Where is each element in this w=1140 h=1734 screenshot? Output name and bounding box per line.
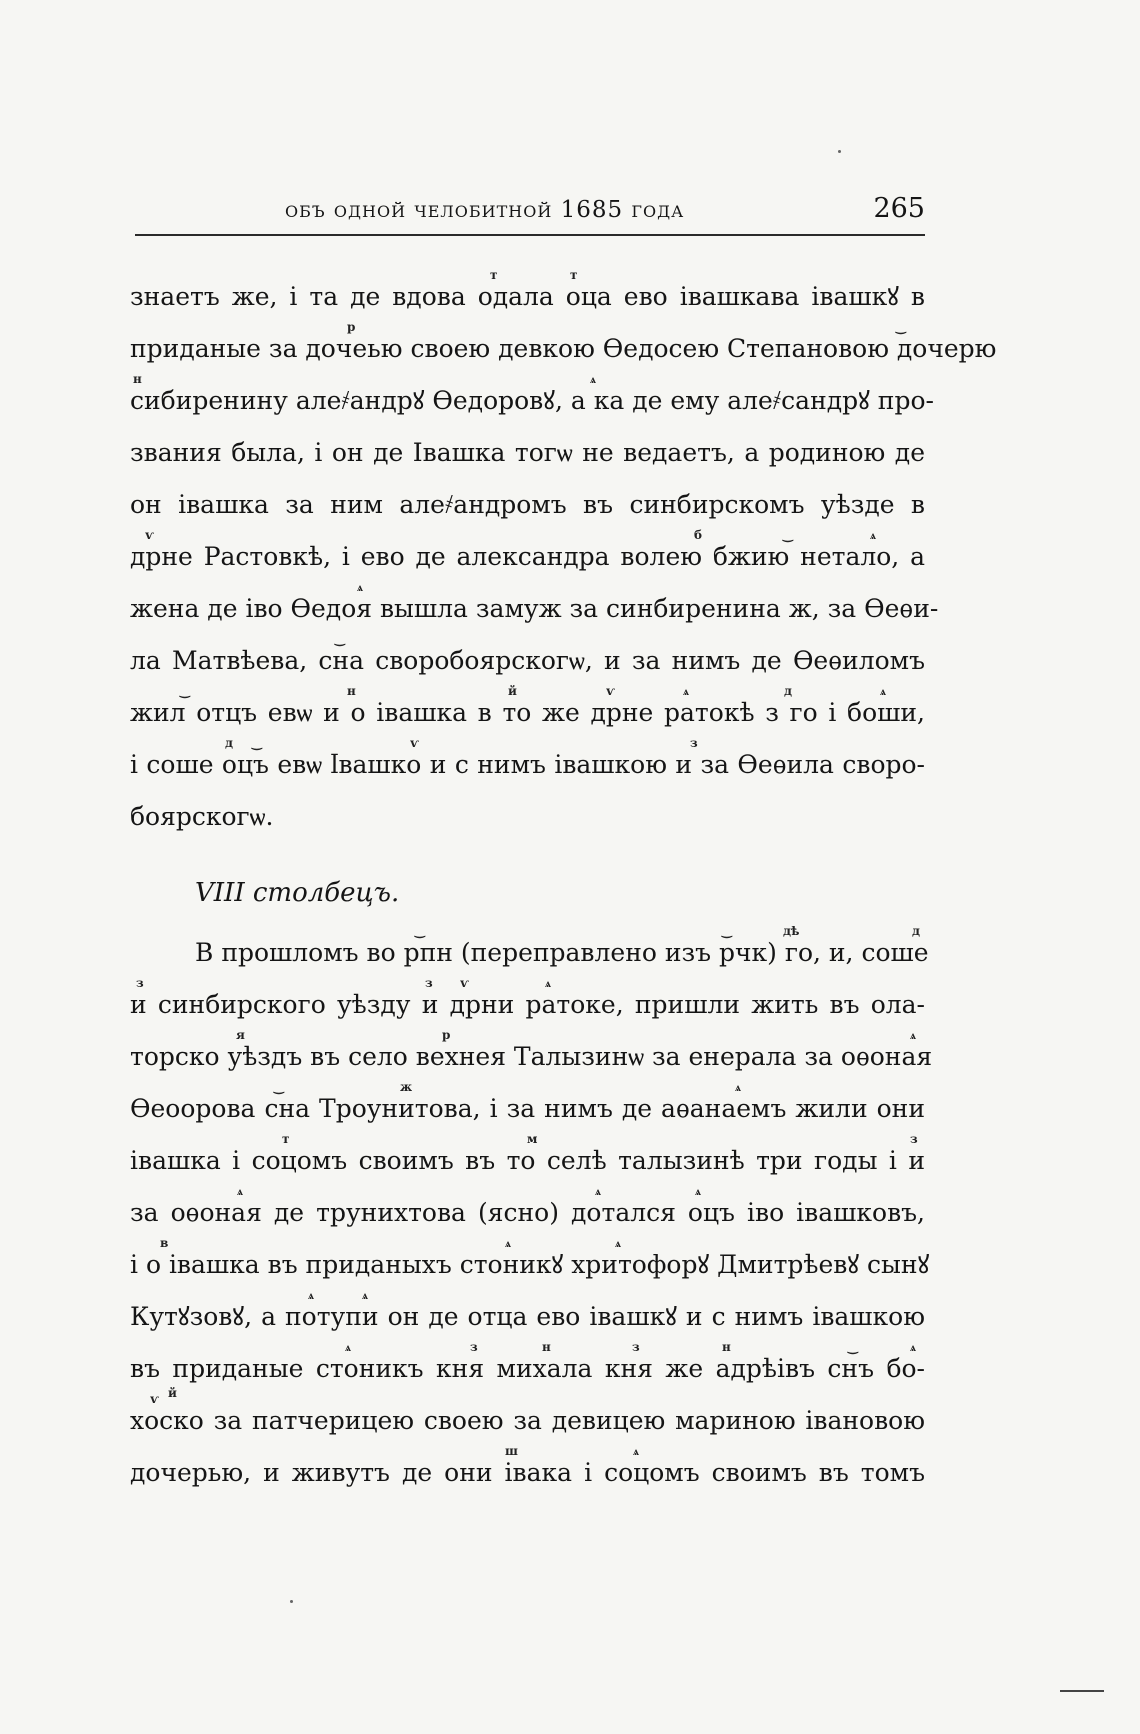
superscript-mark: ѵ — [606, 684, 615, 698]
superscript-mark: з — [632, 1340, 640, 1354]
superscript-mark: ѧ — [237, 1184, 243, 1198]
superscript-mark: ѧ — [595, 1184, 601, 1198]
superscript-mark: ѧ — [545, 976, 551, 990]
superscript-mark: н — [347, 684, 356, 698]
superscript-mark: ‿ — [415, 924, 425, 938]
superscript-mark: ѧ — [870, 528, 876, 542]
superscript-mark: ‿ — [252, 736, 262, 750]
superscript-mark: ѵ — [150, 1392, 159, 1406]
text-line: боярскогѡ. — [130, 802, 274, 831]
text-line: і о івашка въ приданыхъ стоникꙋ хритофорꙋ Дмитрѣевꙋ сынꙋ — [130, 1250, 930, 1279]
superscript-mark: ж — [400, 1080, 413, 1094]
superscript-mark: д — [912, 924, 920, 938]
margin-mark — [1060, 1690, 1104, 1692]
superscript-mark: т — [490, 268, 498, 282]
superscript-mark: ѧ — [590, 372, 596, 386]
superscript-mark: ѧ — [910, 1028, 916, 1042]
superscript-mark: т — [282, 1132, 290, 1146]
page-header — [135, 193, 925, 233]
superscript-mark: р — [442, 1028, 451, 1042]
superscript-mark: ѧ — [308, 1288, 314, 1302]
superscript-mark: н — [722, 1340, 731, 1354]
superscript-mark: з — [136, 976, 144, 990]
superscript-mark: з — [470, 1340, 478, 1354]
superscript-mark: ѧ — [695, 1184, 701, 1198]
superscript-mark: ‿ — [783, 528, 793, 542]
superscript-mark: ‿ — [848, 1340, 858, 1354]
text-line: Өеоорова сна Троунитова, і за нимъ де аѳанаемъ жили они — [130, 1094, 925, 1123]
running-title: объ одной челобитной 1685 года — [285, 197, 685, 223]
superscript-mark: дѣ — [783, 924, 800, 938]
text-line: и синбирского уѣзду и дрни ратоке, пришли жить въ ола- — [130, 990, 925, 1019]
superscript-mark: ѧ — [683, 684, 689, 698]
text-line: торско уѣздъ въ село вехнея Талызинѡ за енерала за оѳоная — [130, 1042, 933, 1071]
superscript-mark: ѧ — [357, 580, 363, 594]
superscript-mark: н — [133, 372, 142, 386]
superscript-mark: ѧ — [345, 1340, 351, 1354]
superscript-mark: ѵ — [410, 736, 419, 750]
superscript-mark: ѧ — [615, 1236, 621, 1250]
superscript-mark: д — [225, 736, 233, 750]
superscript-mark: ‿ — [180, 684, 190, 698]
superscript-mark: ѧ — [633, 1444, 639, 1458]
superscript-mark: я — [236, 1028, 245, 1042]
text-line: хоско за патчерицею своею за девицею мариною івановою — [130, 1406, 925, 1435]
superscript-mark: ‿ — [274, 1080, 284, 1094]
text-line: он івашка за ним але҂андромъ въ синбирскомъ уѣзде в — [130, 490, 925, 519]
section-heading: VIII столбецъ. — [195, 878, 400, 908]
superscript-mark: в — [160, 1236, 169, 1250]
text-line: дрне Растовкѣ, і ево де александра волею бжию нетало, а — [130, 542, 925, 571]
superscript-mark: ѧ — [362, 1288, 368, 1302]
superscript-mark: н — [542, 1340, 551, 1354]
superscript-mark: м — [527, 1132, 538, 1146]
text-line: звания была, і он де Івашка тогѡ не ведаетъ, а родиною де — [130, 438, 925, 467]
text-line: Кутꙋзовꙋ, а потупи он де отца ево івашкꙋ и с нимъ івашкою — [130, 1302, 925, 1331]
text-line: івашка і соцомъ своимъ въ то селѣ талызинѣ три годы і и — [130, 1146, 925, 1175]
superscript-mark: т — [570, 268, 578, 282]
superscript-mark: ѧ — [910, 1340, 916, 1354]
superscript-mark: ѧ — [735, 1080, 741, 1094]
superscript-mark: з — [690, 736, 698, 750]
text-line: знаетъ же, і та де вдова одала оца ево івашкава івашкꙋ в — [130, 282, 925, 311]
superscript-mark: ‿ — [335, 632, 345, 646]
text-line: сибиренину але҂андрꙋ Өедоровꙋ, а ка де ему але҂сандрꙋ про- — [130, 386, 934, 415]
superscript-mark: й — [508, 684, 517, 698]
superscript-mark: ‿ — [722, 924, 732, 938]
page-number: 265 — [873, 193, 925, 224]
superscript-mark: д — [784, 684, 792, 698]
text-line: дочерью, и живутъ де они івака і соцомъ своимъ въ томъ — [130, 1458, 925, 1487]
superscript-mark: ѵ — [145, 528, 154, 542]
text-line: въ приданые стоникъ кня михала кня же адрѣівъ снъ бо- — [130, 1354, 925, 1383]
superscript-mark: з — [425, 976, 433, 990]
superscript-mark: б — [694, 528, 703, 542]
superscript-mark: ѧ — [880, 684, 886, 698]
text-line: за оѳоная де труниxтова (ясно) дотался оцъ іво івашковъ, — [130, 1198, 925, 1227]
header-rule — [135, 234, 925, 236]
text-line: і соше оцъ евѡ ӏвашко и с нимъ івашкою и за Өеѳила своро- — [130, 750, 925, 779]
text-line: ла Матвѣева, сна своробоярскогѡ, и за нимъ де Өеѳиломъ — [130, 646, 925, 675]
text-line: приданые за дочеью своею девкою Өедосею Степановою дочерю — [130, 334, 997, 363]
superscript-mark: ѧ — [505, 1236, 511, 1250]
print-speck — [838, 150, 841, 153]
superscript-mark: й — [168, 1386, 177, 1400]
text-line: В прошломъ во рпн (переправлено изъ рчк) го, и, соше — [195, 938, 929, 967]
superscript-mark: ш — [505, 1444, 518, 1458]
superscript-mark: ѵ — [460, 976, 469, 990]
print-speck — [290, 1600, 293, 1603]
text-line: жил отцъ евѡ и о івашка в то же дрне ратокѣ з го і боши, — [130, 698, 925, 727]
text-line: жена де іво Өедоя вышла замуж за синбиренина ж, за Өеѳи- — [130, 594, 939, 623]
superscript-mark: р — [347, 320, 356, 334]
superscript-mark: ‿ — [896, 320, 906, 334]
superscript-mark: з — [910, 1132, 918, 1146]
